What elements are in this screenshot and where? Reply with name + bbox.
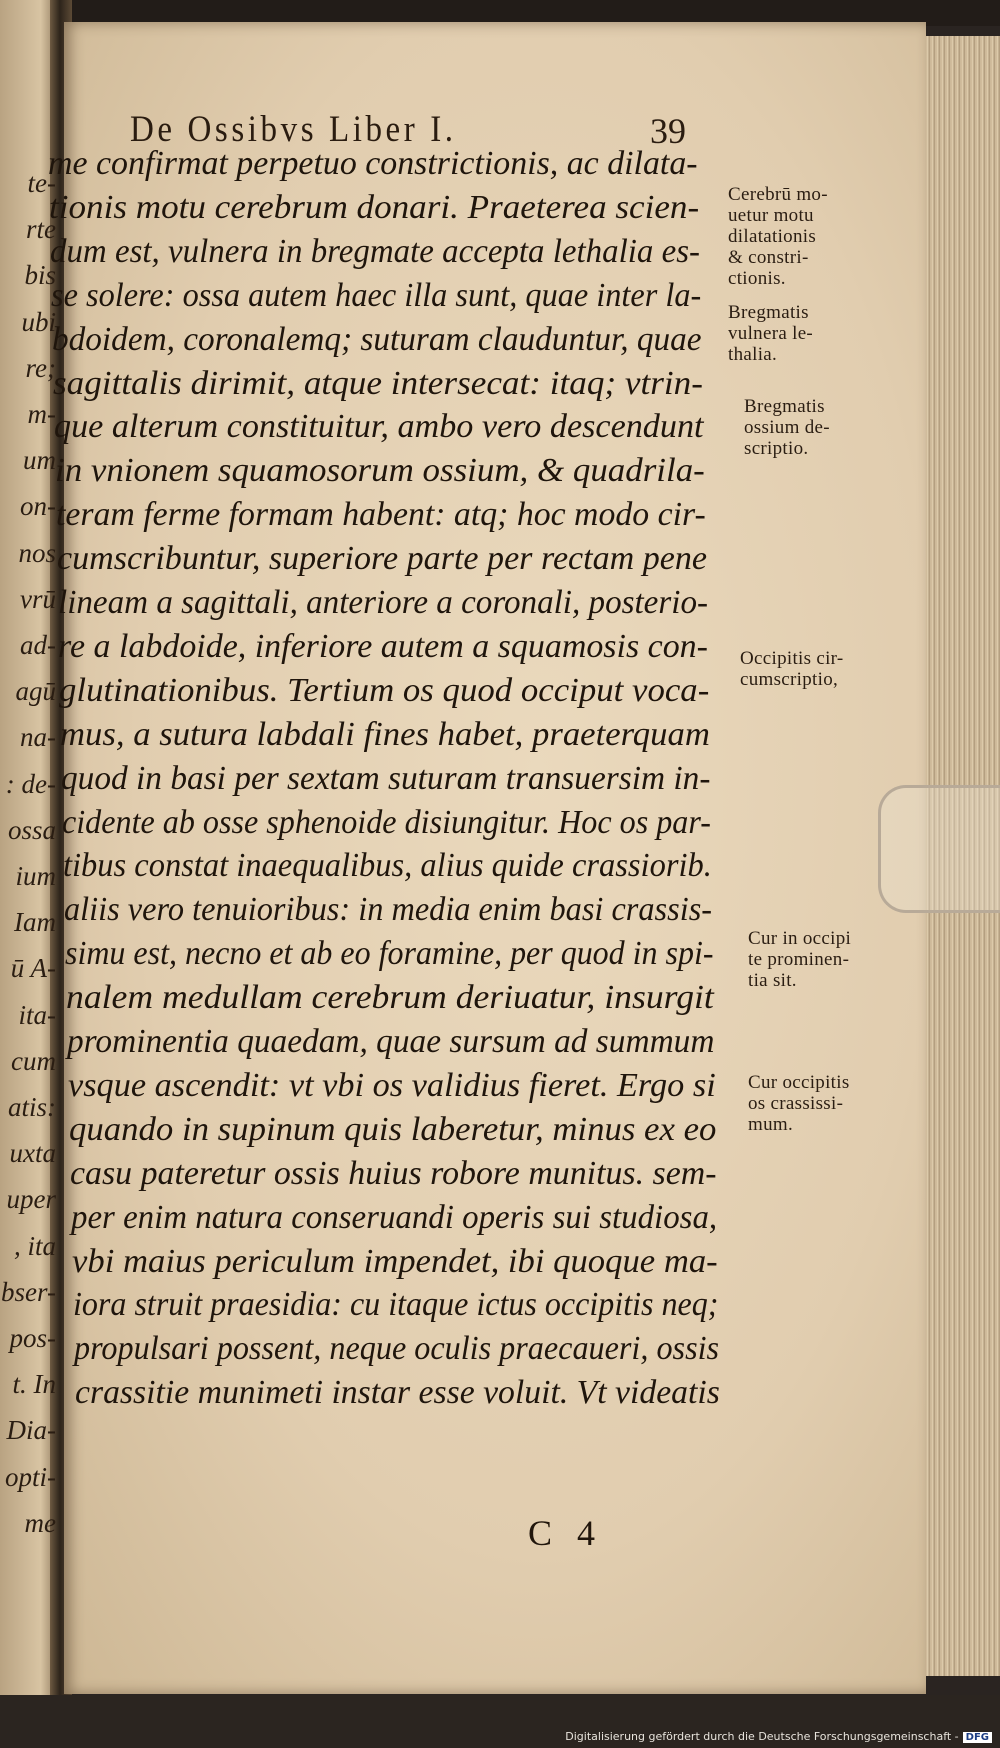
margin-note-line: te prominen-: [748, 949, 850, 970]
book-clip: [878, 785, 1000, 913]
facing-page-fragment: : de-: [5, 768, 56, 799]
margin-note-line: & constri-: [728, 247, 809, 268]
facing-page-fragment: agū: [15, 676, 56, 707]
margin-note: [748, 1072, 888, 1135]
text-line: se solere: ossa autem haec illa sunt, quae inter la-: [50, 276, 702, 314]
margin-note-line: os crassissi-: [748, 1093, 844, 1114]
facing-page-fragment: ubi: [21, 306, 56, 337]
text-line: me confirmat perpetuo constrictionis, ac dilata-: [48, 145, 698, 182]
facing-page-fragment: nos: [18, 537, 56, 568]
margin-note-line: Bregmatis: [728, 302, 809, 323]
text-line: vsque ascendit: vt vbi os validius fieret. Ergo si: [67, 1066, 716, 1104]
facing-page-fragment: na-: [20, 722, 56, 753]
margin-note-line: uetur motu: [728, 205, 814, 226]
facing-page-fragment: atis:: [7, 1092, 56, 1122]
facing-page-fragment: rte: [26, 214, 56, 245]
facing-page-fragment: me: [24, 1507, 56, 1538]
margin-note-line: Bregmatis: [744, 396, 825, 417]
margin-note-line: ossium de-: [744, 417, 830, 438]
facing-page-fragment: cum: [11, 1045, 56, 1076]
margin-note: [748, 928, 888, 991]
dfg-logo: DFG: [963, 1732, 992, 1743]
facing-page-fragment: uper: [6, 1184, 56, 1215]
margin-note-line: Cur occipitis: [748, 1072, 850, 1093]
text-line: dum est, vulnera in bregmate accepta lethalia es-: [49, 232, 700, 270]
margin-note-line: Cerebrū mo-: [728, 184, 828, 205]
signature-mark: C 4: [528, 1513, 604, 1553]
facing-page-fragment: vrū: [20, 583, 56, 614]
facing-page-fragment: Dia-: [6, 1415, 56, 1446]
text-line: crassitie munimeti instar esse voluit. Vt videatis: [74, 1374, 720, 1412]
text-line: re a labdoide, inferiore autem a squamosis con-: [58, 627, 709, 665]
text-line: cumscribuntur, superiore parte per rectam pene: [56, 540, 707, 578]
margin-note: [728, 302, 868, 365]
text-line: mus, a sutura labdali fines habet, praeterquam: [60, 715, 711, 753]
facing-page-fragment: opti-: [5, 1461, 56, 1492]
facing-page-fragment: bis: [24, 260, 56, 291]
text-line: cidente ab osse sphenoide disiungitur. Hoc os par-: [62, 803, 712, 841]
facing-page-fragment: ita-: [18, 999, 56, 1030]
text-line: vbi maius periculum impendet, ibi quoque ma-: [71, 1242, 718, 1280]
text-line: propulsari possent, neque oculis praecaueri, ossis: [73, 1330, 719, 1368]
text-line: aliis vero tenuioribus: in media enim basi crassis-: [64, 891, 713, 929]
facing-page-fragment: ossa: [7, 814, 56, 845]
text-line: nalem medullam cerebrum deriuatur, insurgit: [66, 979, 714, 1017]
text-line: in vnionem squamosorum ossium, & quadrila-: [54, 452, 705, 490]
margin-note-line: cumscriptio,: [740, 669, 839, 690]
margin-note-line: Cur in occipi: [748, 928, 852, 949]
text-line: teram ferme formam habent: atq; hoc modo cir-: [55, 496, 706, 534]
text-line: quod in basi per sextam suturam transuersim in-: [61, 759, 711, 797]
facing-page-fragment: m-: [27, 399, 56, 429]
text-line: que alterum constituitur, ambo vero descendunt: [53, 408, 704, 446]
margin-note-line: ctionis.: [728, 268, 786, 289]
margin-note-line: tia sit.: [748, 970, 797, 991]
text-line: iora struit praesidia: cu itaque ictus occipitis neq;: [72, 1286, 719, 1324]
margin-note: [728, 184, 868, 289]
margin-note-line: dilatationis: [728, 226, 817, 247]
facing-page-fragment: re;: [25, 352, 56, 383]
credit-text: Digitalisierung gefördert durch die Deutsche Forschungsgemeinschaft -: [565, 1730, 959, 1743]
facing-page-fragment: um: [23, 445, 56, 476]
text-line: quando in supinum quis laberetur, minus ex eo: [68, 1110, 717, 1148]
facing-page-fragment: bser-: [1, 1276, 56, 1307]
margin-note-line: Occipitis cir-: [740, 648, 844, 669]
text-line: tibus constat inaequalibus, alius quide crassiorib.: [63, 847, 713, 885]
text-line: prominentia quaedam, quae sursum ad summum: [67, 1023, 715, 1060]
facing-page-fragment: t. In: [12, 1369, 56, 1400]
text-line: lineam a sagittali, anteriore a coronali, posterio-: [57, 584, 708, 621]
margin-note-line: thalia.: [728, 344, 778, 365]
facing-page-fragment: ad-: [20, 630, 56, 660]
facing-page-fragment: , ita: [13, 1230, 56, 1261]
text-line: tionis motu cerebrum donari. Praeterea scien-: [48, 188, 700, 226]
facing-page-fragment: on-: [20, 491, 56, 522]
text-line: glutinationibus. Tertium os quod occiput voca-: [59, 671, 710, 709]
text-line: sagittalis dirimit, atque intersecat: itaq; vtrin-: [52, 364, 703, 402]
margin-note-line: scriptio.: [744, 438, 809, 459]
facing-page-fragment: ū A-: [10, 953, 56, 984]
facing-page-fragment: te-: [27, 168, 56, 198]
text-line: casu pateretur ossis huius robore munitus. sem-: [69, 1154, 717, 1192]
margin-note-line: mum.: [748, 1114, 794, 1135]
facing-page-fragment: Iam: [14, 907, 56, 938]
digitization-credit: [565, 1730, 992, 1746]
running-header: De Ossibvs Liber I.: [130, 109, 457, 150]
text-line: bdoidem, coronalemq; suturam clauduntur, quae: [51, 320, 702, 358]
margin-note: [744, 396, 884, 459]
page-number: 39: [650, 111, 686, 151]
text-line: per enim natura conseruandi operis sui studiosa,: [70, 1198, 717, 1236]
facing-page-fragment: ium: [15, 861, 56, 891]
facing-page-fragment: pos-: [9, 1323, 56, 1353]
margin-note-line: vulnera le-: [728, 323, 814, 344]
text-line: simu est, necno et ab eo foramine, per quod in spi-: [65, 935, 714, 973]
margin-note: [740, 648, 880, 690]
facing-page-fragment: uxta: [9, 1138, 56, 1169]
